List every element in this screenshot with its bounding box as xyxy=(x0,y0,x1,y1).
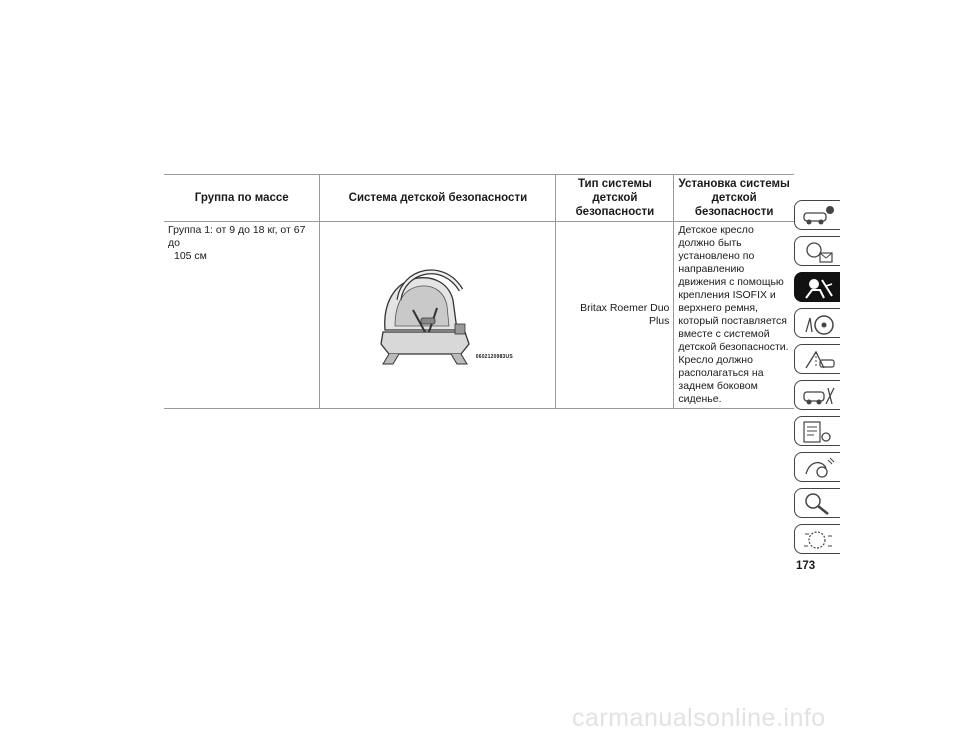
warning-lights-icon xyxy=(802,240,836,264)
cell-seat-image xyxy=(320,222,556,409)
table-header-row xyxy=(164,175,794,222)
header-child-system: Система детской безопасности xyxy=(320,175,556,222)
tab-roadside[interactable] xyxy=(794,380,840,410)
cell-installation: Детское кресло должно быть установлено по направлению движения с помощью крепления ISOFIX и верхнего ремня, который поставляется вместе с системой детской безопасности. Кресло должно располагаться на заднем боковом сиденье. xyxy=(674,222,794,409)
header-installation: Установка системы детской безопасности xyxy=(674,175,794,222)
languages-icon xyxy=(802,528,836,552)
image-code-label: 0602120983US xyxy=(475,354,513,360)
child-seat-illustration xyxy=(363,260,513,370)
airbag-safety-icon xyxy=(802,276,836,300)
header-system-type: Тип системы детской безопасности xyxy=(556,175,674,222)
tab-multimedia[interactable] xyxy=(794,452,840,482)
tab-emergency[interactable] xyxy=(794,344,840,374)
page-number: 173 xyxy=(796,560,816,572)
tab-car-info[interactable] xyxy=(794,200,840,230)
steering-wheel-icon xyxy=(802,312,836,336)
tab-driving[interactable] xyxy=(794,308,840,338)
child-seat-table xyxy=(164,174,794,409)
maintenance-list-icon xyxy=(802,420,836,444)
tab-languages[interactable] xyxy=(794,524,840,554)
tab-warning-lights[interactable] xyxy=(794,236,840,266)
watermark: carmanualsonline.info xyxy=(572,704,826,732)
tab-maintenance[interactable] xyxy=(794,416,840,446)
tab-safety[interactable] xyxy=(794,272,840,302)
roadside-assistance-icon xyxy=(802,384,836,408)
search-index-icon xyxy=(802,492,836,516)
road-driving-icon xyxy=(802,348,836,372)
cell-system-type: Britax Roemer Duo Plus xyxy=(556,222,674,409)
multimedia-icon xyxy=(802,456,836,480)
cell-mass-group: Группа 1: от 9 до 18 кг, от 67 до 105 см xyxy=(164,222,320,409)
tab-index[interactable] xyxy=(794,488,840,518)
table-row xyxy=(164,222,794,409)
car-info-icon xyxy=(802,204,836,228)
header-mass-group: Группа по массе xyxy=(164,175,320,222)
